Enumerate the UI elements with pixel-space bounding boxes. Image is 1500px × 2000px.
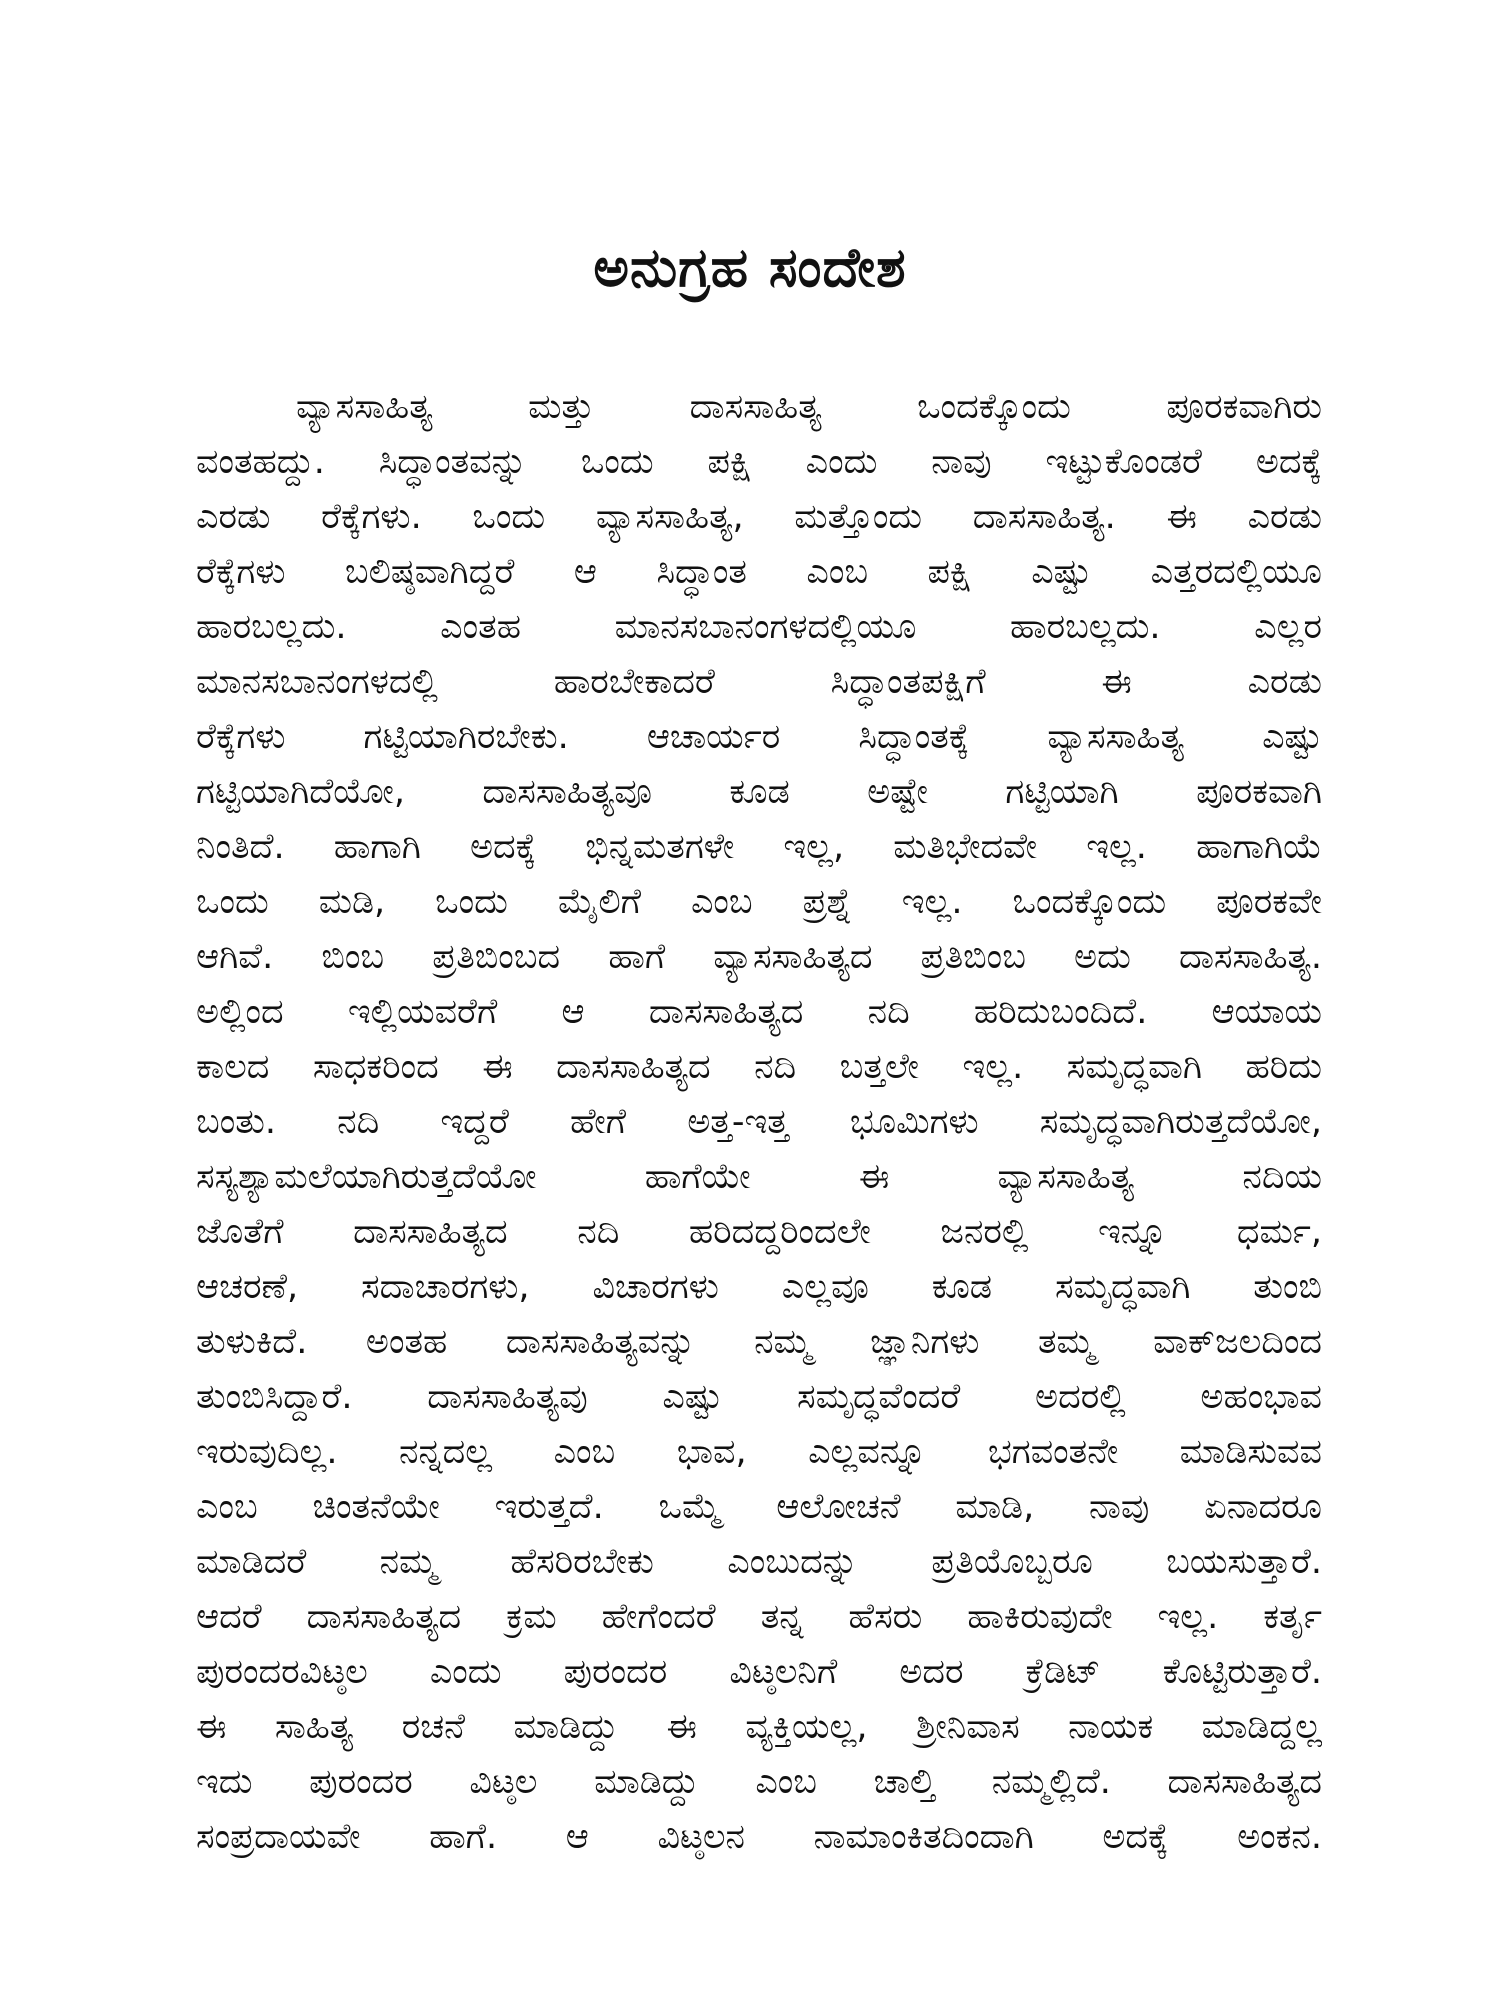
text-line: ಅಲ್ಲಿಂದ ಇಲ್ಲಿಯವರೆಗೆ ಆ ದಾಸಸಾಹಿತ್ಯದ ನದಿ ಹರಿದುಬಂದಿದೆ. ಆಯಾಯ	[196, 992, 1322, 1032]
text-line: ಇದು ಪುರಂದರ ವಿಟ್ಠಲ ಮಾಡಿದ್ದು ಎಂಬ ಚಾಲ್ತಿ ನಮ್ಮಲ್ಲಿದೆ. ದಾಸಸಾಹಿತ್ಯದ	[196, 1762, 1322, 1802]
text-line: ಮಾನಸಬಾನಂಗಳದಲ್ಲಿ ಹಾರಬೇಕಾದರೆ ಸಿದ್ಧಾಂತಪಕ್ಷಿಗೆ ಈ ಎರಡು	[196, 662, 1322, 702]
text-line: ಆಚರಣೆ, ಸದಾಚಾರಗಳು, ವಿಚಾರಗಳು ಎಲ್ಲವೂ ಕೂಡ ಸಮೃದ್ಧವಾಗಿ ತುಂಬಿ	[196, 1267, 1322, 1307]
text-line: ಬಂತು. ನದಿ ಇದ್ದರೆ ಹೇಗೆ ಅತ್ತ-ಇತ್ತ ಭೂಮಿಗಳು ಸಮೃದ್ಧವಾಗಿರುತ್ತದೆಯೋ,	[196, 1102, 1322, 1142]
text-line: ಎಂಬ ಚಿಂತನೆಯೇ ಇರುತ್ತದೆ. ಒಮ್ಮೆ ಆಲೋಚನೆ ಮಾಡಿ, ನಾವು ಏನಾದರೂ	[196, 1487, 1322, 1527]
text-line: ಒಂದು ಮಡಿ, ಒಂದು ಮೈಲಿಗೆ ಎಂಬ ಪ್ರಶ್ನೆ ಇಲ್ಲ. ಒಂದಕ್ಕೊಂದು ಪೂರಕವೇ	[196, 882, 1322, 922]
text-line: ನಿಂತಿದೆ. ಹಾಗಾಗಿ ಅದಕ್ಕೆ ಭಿನ್ನಮತಗಳೇ ಇಲ್ಲ, ಮತಿಭೇದವೇ ಇಲ್ಲ. ಹಾಗಾಗಿಯೆ	[196, 827, 1322, 867]
text-line: ಹಾರಬಲ್ಲದು. ಎಂತಹ ಮಾನಸಬಾನಂಗಳದಲ್ಲಿಯೂ ಹಾರಬಲ್ಲದು. ಎಲ್ಲರ	[196, 607, 1322, 647]
text-line: ಕಾಲದ ಸಾಧಕರಿಂದ ಈ ದಾಸಸಾಹಿತ್ಯದ ನದಿ ಬತ್ತಲೇ ಇಲ್ಲ. ಸಮೃದ್ಧವಾಗಿ ಹರಿದು	[196, 1047, 1322, 1087]
text-line: ಜೊತೆಗೆ ದಾಸಸಾಹಿತ್ಯದ ನದಿ ಹರಿದದ್ದರಿಂದಲೇ ಜನರಲ್ಲಿ ಇನ್ನೂ ಧರ್ಮ,	[196, 1212, 1322, 1252]
text-line: ರೆಕ್ಕೆಗಳು ಗಟ್ಟಿಯಾಗಿರಬೇಕು. ಆಚಾರ್ಯರ ಸಿದ್ಧಾಂತಕ್ಕೆ ವ್ಯಾಸಸಾಹಿತ್ಯ ಎಷ್ಟು	[196, 717, 1322, 757]
text-line: ಈ ಸಾಹಿತ್ಯ ರಚನೆ ಮಾಡಿದ್ದು ಈ ವ್ಯಕ್ತಿಯಲ್ಲ, ಶ್ರೀನಿವಾಸ ನಾಯಕ ಮಾಡಿದ್ದಲ್ಲ	[196, 1707, 1322, 1747]
text-line: ವ್ಯಾಸಸಾಹಿತ್ಯ ಮತ್ತು ದಾಸಸಾಹಿತ್ಯ ಒಂದಕ್ಕೊಂದು ಪೂರಕವಾಗಿರು	[296, 387, 1322, 427]
text-line: ವಂತಹದ್ದು. ಸಿದ್ಧಾಂತವನ್ನು ಒಂದು ಪಕ್ಷಿ ಎಂದು ನಾವು ಇಟ್ಟುಕೊಂಡರೆ ಅದಕ್ಕೆ	[196, 442, 1322, 482]
text-line: ಆದರೆ ದಾಸಸಾಹಿತ್ಯದ ಕ್ರಮ ಹೇಗೆಂದರೆ ತನ್ನ ಹೆಸರು ಹಾಕಿರುವುದೇ ಇಲ್ಲ. ಕರ್ತೃ	[196, 1597, 1322, 1637]
text-line: ಎರಡು ರೆಕ್ಕೆಗಳು. ಒಂದು ವ್ಯಾಸಸಾಹಿತ್ಯ, ಮತ್ತೊಂದು ದಾಸಸಾಹಿತ್ಯ. ಈ ಎರಡು	[196, 497, 1322, 537]
text-line: ಗಟ್ಟಿಯಾಗಿದೆಯೋ, ದಾಸಸಾಹಿತ್ಯವೂ ಕೂಡ ಅಷ್ಟೇ ಗಟ್ಟಿಯಾಗಿ ಪೂರಕವಾಗಿ	[196, 772, 1322, 812]
text-line: ಇರುವುದಿಲ್ಲ. ನನ್ನದಲ್ಲ ಎಂಬ ಭಾವ, ಎಲ್ಲವನ್ನೂ ಭಗವಂತನೇ ಮಾಡಿಸುವವ	[196, 1432, 1322, 1472]
text-line: ತುಂಬಿಸಿದ್ದಾರೆ. ದಾಸಸಾಹಿತ್ಯವು ಎಷ್ಟು ಸಮೃದ್ಧವೆಂದರೆ ಅದರಲ್ಲಿ ಅಹಂಭಾವ	[196, 1377, 1322, 1417]
text-line: ಸಸ್ಯಶ್ಯಾಮಲೆಯಾಗಿರುತ್ತದೆಯೋ ಹಾಗೆಯೇ ಈ ವ್ಯಾಸಸಾಹಿತ್ಯ ನದಿಯ	[196, 1157, 1322, 1197]
text-line: ಸಂಪ್ರದಾಯವೇ ಹಾಗೆ. ಆ ವಿಟ್ಠಲನ ನಾಮಾಂಕಿತದಿಂದಾಗಿ ಅದಕ್ಕೆ ಅಂಕನ.	[196, 1817, 1322, 1857]
text-line: ಮಾಡಿದರೆ ನಮ್ಮ ಹೆಸರಿರಬೇಕು ಎಂಬುದನ್ನು ಪ್ರತಿಯೊಬ್ಬರೂ ಬಯಸುತ್ತಾರೆ.	[196, 1542, 1322, 1582]
page-title: ಅನುಗ್ರಹ ಸಂದೇಶ	[593, 236, 907, 300]
text-line: ಆಗಿವೆ. ಬಿಂಬ ಪ್ರತಿಬಿಂಬದ ಹಾಗೆ ವ್ಯಾಸಸಾಹಿತ್ಯದ ಪ್ರತಿಬಿಂಬ ಅದು ದಾಸಸಾಹಿತ್ಯ.	[196, 937, 1322, 977]
text-line: ತುಳುಕಿದೆ. ಅಂತಹ ದಾಸಸಾಹಿತ್ಯವನ್ನು ನಮ್ಮ ಜ್ಞಾನಿಗಳು ತಮ್ಮ ವಾಕ್‌ಜಲದಿಂದ	[196, 1322, 1322, 1362]
body-paragraph	[196, 380, 1322, 1865]
text-line: ಪುರಂದರವಿಟ್ಠಲ ಎಂದು ಪುರಂದರ ವಿಟ್ಠಲನಿಗೆ ಅದರ ಕ್ರೆಡಿಟ್ ಕೊಟ್ಟಿರುತ್ತಾರೆ.	[196, 1652, 1322, 1692]
text-line: ರೆಕ್ಕೆಗಳು ಬಲಿಷ್ಠವಾಗಿದ್ದರೆ ಆ ಸಿದ್ಧಾಂತ ಎಂಬ ಪಕ್ಷಿ ಎಷ್ಟು ಎತ್ತರದಲ್ಲಿಯೂ	[196, 552, 1322, 592]
